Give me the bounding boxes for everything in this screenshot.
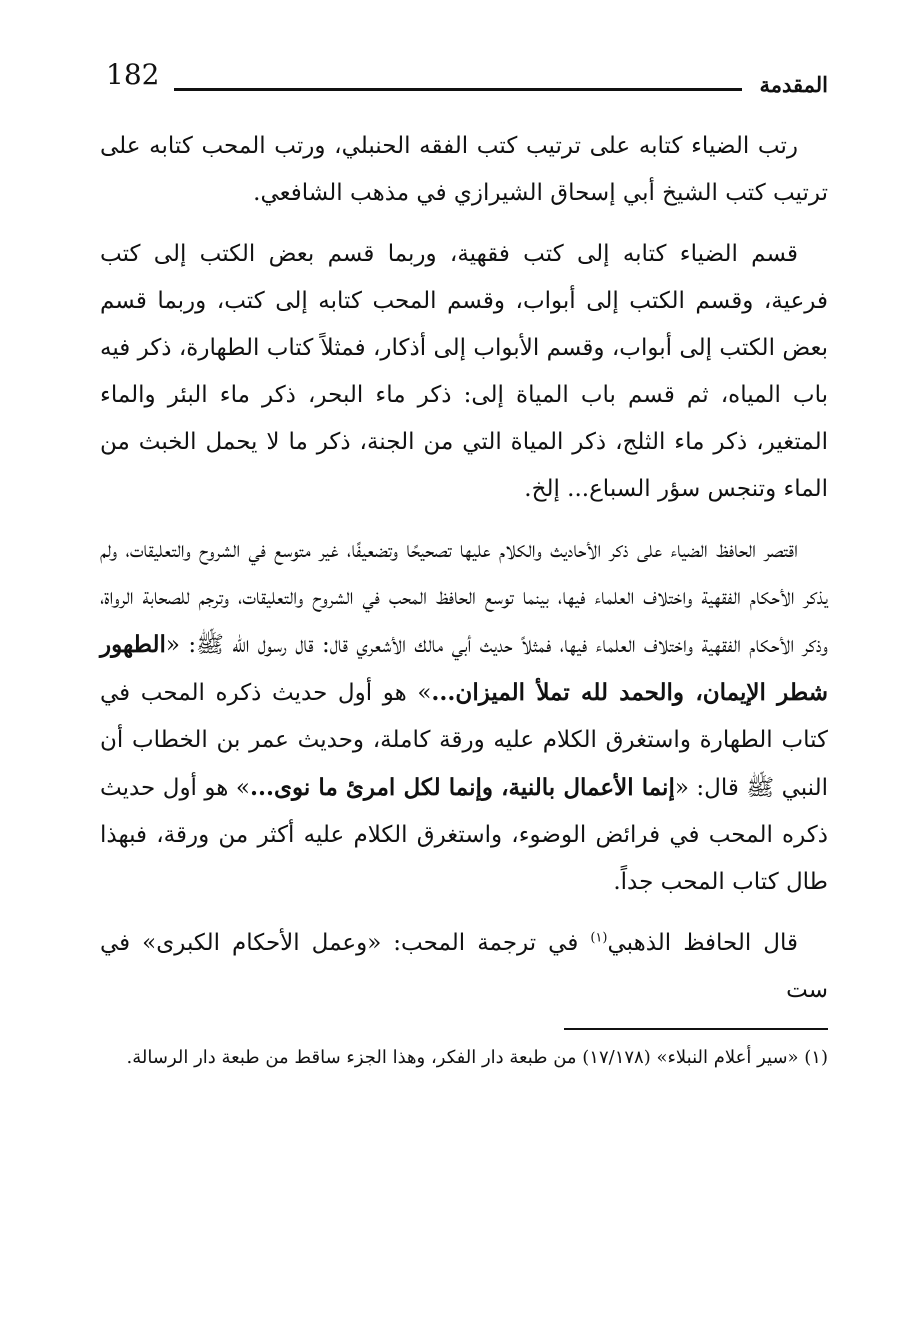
hadith-quote-intentions: إنما الأعمال بالنية، وإنما لكل امرئ ما نوى... xyxy=(249,774,675,801)
footnote-reference: (١) xyxy=(590,930,608,946)
paragraph-4 xyxy=(100,920,828,1014)
running-header xyxy=(100,55,828,105)
section-title: المقدمة xyxy=(759,72,828,97)
paragraph-3-text-c: » هو أول حديث ذكره المحب في فرائض الوضوء، واستغرق الكلام عليه أكثر من ورقة، فبهذا طال كتاب المحب جداً. xyxy=(100,775,828,895)
paragraph-3-text-b: » هو أول حديث ذكره المحب في كتاب الطهارة واستغرق الكلام عليه ورقة كاملة، وحديث عمر بن الخطاب أن النبي ﷺ قال: « xyxy=(100,680,829,801)
book-page xyxy=(100,55,828,1076)
footnote: (١) «سير أعلام النبلاء» (١٧/١٧٨) من طبعة دار الفكر، وهذا الجزء ساقط من طبعة دار الرسالة. xyxy=(126,1047,828,1068)
footnote-separator xyxy=(564,1028,828,1030)
paragraph-4-text-b: في ترجمة المحب: «وعمل الأحكام الكبرى» في ست xyxy=(100,930,828,1003)
paragraph-1: رتب الضياء كتابه على ترتيب كتب الفقه الحنبلي، ورتب المحب كتابه على ترتيب كتب الشيخ أبي إسحاق الشيرازي في مذهب الشافعي. xyxy=(100,133,828,206)
paragraph-3 xyxy=(100,527,828,906)
paragraph-2: قسم الضياء كتابه إلى كتب فقهية، وربما قسم بعض الكتب إلى كتب فرعية، وقسم الكتب إلى أبواب، وقسم المحب كتابه إلى كتب، وربما قسم بعض الكتب إلى أبواب، وقسم الأبواب إلى أذكار، فمثلاً كتاب الطهارة، ذكر فيه باب المياه، ثم قسم باب المياة إلى: ذكر ماء البحر، ذكر ماء البئر والماء المتغير، ذكر ماء الثلج، ذكر المياة التي من الجنة، ذكر ما لا يحمل الخبث من الماء وتنجس سؤر السباع... إلخ. xyxy=(100,241,828,502)
paragraph-4-text-a: قال الحافظ الذهبي xyxy=(607,930,798,956)
hadith-quote-purity: الطهور شطر الإيمان، والحمد لله تملأ الميزان... xyxy=(100,631,828,706)
page-number: 182 xyxy=(106,58,160,91)
header-rule xyxy=(174,88,742,91)
paragraph-3-text-a: اقتصر الحافظ الضياء على ذكر الأحاديث والكلام عليها تصحيحًا وتضعيفًا، غير متوسع في الشروح والتعليقات، ولم يذكر الأحكام الفقهية واختلاف العلماء فيها، بينما توسع الحافظ المحب في الشروح والتعليقات، وترجم للصحابة الرواة، وذكر الأحكام الفقهية واختلاف العلماء فيها، فمثلاً حديث أبي مالك الأشعري قال: قال رسول الله ﷺ: « xyxy=(100,537,828,658)
